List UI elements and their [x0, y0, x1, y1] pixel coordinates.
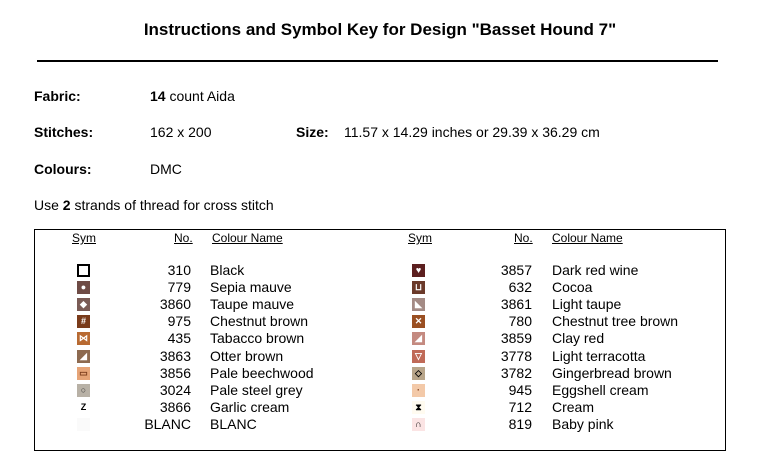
- stitches-value: 162 x 200: [150, 124, 212, 140]
- cup-icon: ⊔: [412, 281, 425, 294]
- colour-name: Dark red wine: [552, 262, 639, 278]
- key-row: [0, 399, 760, 416]
- hash-icon: #: [77, 315, 90, 328]
- left-no-header: No.: [174, 231, 193, 245]
- circle-icon: ●: [77, 281, 90, 294]
- ring-icon: ○: [77, 384, 90, 397]
- colour-number: 3782: [500, 364, 532, 381]
- rectangle-icon: ▭: [77, 367, 90, 380]
- title-underline: [37, 60, 718, 62]
- size-label: Size:: [296, 124, 329, 140]
- colour-name: Chestnut brown: [210, 313, 309, 330]
- colour-name: Cocoa: [552, 279, 593, 296]
- colour-number: 310: [167, 262, 191, 278]
- corner-triangle-icon: ◣: [412, 298, 425, 311]
- colour-name: Clay red: [552, 330, 605, 347]
- right-no-header: No.: [514, 231, 533, 245]
- colour-name: Chestnut tree brown: [552, 313, 679, 330]
- colour-number: 3856: [159, 364, 191, 381]
- colour-number: BLANC: [144, 415, 191, 432]
- colour-name: Pale beechwood: [210, 364, 314, 381]
- colour-name: Black: [210, 262, 245, 278]
- colour-name: Eggshell cream: [552, 381, 649, 398]
- colour-number: 945: [508, 381, 532, 398]
- colour-number: 3866: [159, 398, 191, 415]
- colour-name: Baby pink: [552, 415, 614, 432]
- right-name-header: Colour Name: [552, 231, 623, 245]
- colour-number: 435: [167, 330, 191, 347]
- wedge-icon: ◢: [412, 332, 425, 345]
- colour-name: Otter brown: [210, 347, 284, 364]
- right-sym-header: Sym: [408, 231, 432, 245]
- diamond-icon: ◆: [77, 298, 90, 311]
- size-value: 11.57 x 14.29 inches or 29.39 x 36.29 cm: [344, 124, 600, 140]
- colour-number: 975: [167, 313, 191, 330]
- key-row: [0, 382, 760, 399]
- colour-number: 3861: [500, 296, 532, 313]
- bowtie-icon: ⋈: [79, 333, 88, 344]
- colour-number: 819: [508, 415, 532, 432]
- colour-number: 3024: [159, 381, 191, 398]
- page-title: Instructions and Symbol Key for Design "Basset Hound 7": [143, 20, 617, 39]
- colour-name: Light taupe: [552, 296, 622, 313]
- left-name-header: Colour Name: [212, 231, 283, 245]
- colour-name: Pale steel grey: [210, 381, 303, 398]
- letter-z-icon: Z: [77, 401, 90, 414]
- colour-name: BLANC: [210, 415, 257, 432]
- key-row: [0, 330, 760, 347]
- left-sym-header: Sym: [72, 231, 96, 245]
- arch-icon: ∩: [412, 418, 425, 431]
- key-row: [0, 279, 760, 296]
- strands-prefix: Use: [34, 197, 63, 213]
- hourglass-icon: ⧗: [412, 401, 425, 414]
- x-icon: ✕: [412, 315, 425, 328]
- colour-number: 712: [508, 398, 532, 415]
- colours-label: Colours:: [34, 161, 92, 177]
- colour-name: Garlic cream: [210, 398, 290, 415]
- key-row: [0, 313, 760, 330]
- key-row: [0, 365, 760, 382]
- down-triangle-icon: ▽: [412, 350, 425, 363]
- strands-count: 2: [62, 197, 71, 213]
- colour-name: Gingerbread brown: [552, 364, 672, 381]
- fabric-value: [150, 88, 235, 104]
- colours-value: DMC: [150, 161, 182, 177]
- colour-number: 779: [167, 279, 191, 296]
- colour-name: Taupe mauve: [210, 296, 295, 313]
- colour-number: 3863: [159, 347, 191, 364]
- dot-icon: ·: [412, 384, 425, 397]
- colour-name: Tabacco brown: [210, 330, 305, 347]
- fabric-type: count Aida: [165, 88, 235, 104]
- diamond-outline-icon: ◇: [412, 367, 425, 380]
- colour-number: 3860: [159, 296, 191, 313]
- colour-number: 3778: [500, 347, 532, 364]
- strands-instruction: [34, 197, 274, 213]
- stitches-label: Stitches:: [34, 124, 94, 140]
- colour-name: Cream: [552, 398, 595, 415]
- key-row: [0, 348, 760, 365]
- fabric-count: 14: [150, 88, 166, 104]
- strands-suffix: strands of thread for cross stitch: [70, 197, 274, 213]
- key-row: [0, 262, 760, 279]
- colour-number: 632: [508, 279, 532, 296]
- triangle-icon: ◢: [77, 350, 90, 363]
- key-row: [0, 296, 760, 313]
- key-row: [0, 416, 760, 433]
- heart-icon: ♥: [412, 264, 425, 277]
- colour-name: Light terracotta: [552, 347, 646, 364]
- colour-number: 3859: [500, 330, 532, 347]
- colour-number: 3857: [500, 262, 532, 278]
- colour-name: Sepia mauve: [210, 279, 292, 296]
- fabric-label: Fabric:: [34, 88, 81, 104]
- colour-number: 780: [508, 313, 532, 330]
